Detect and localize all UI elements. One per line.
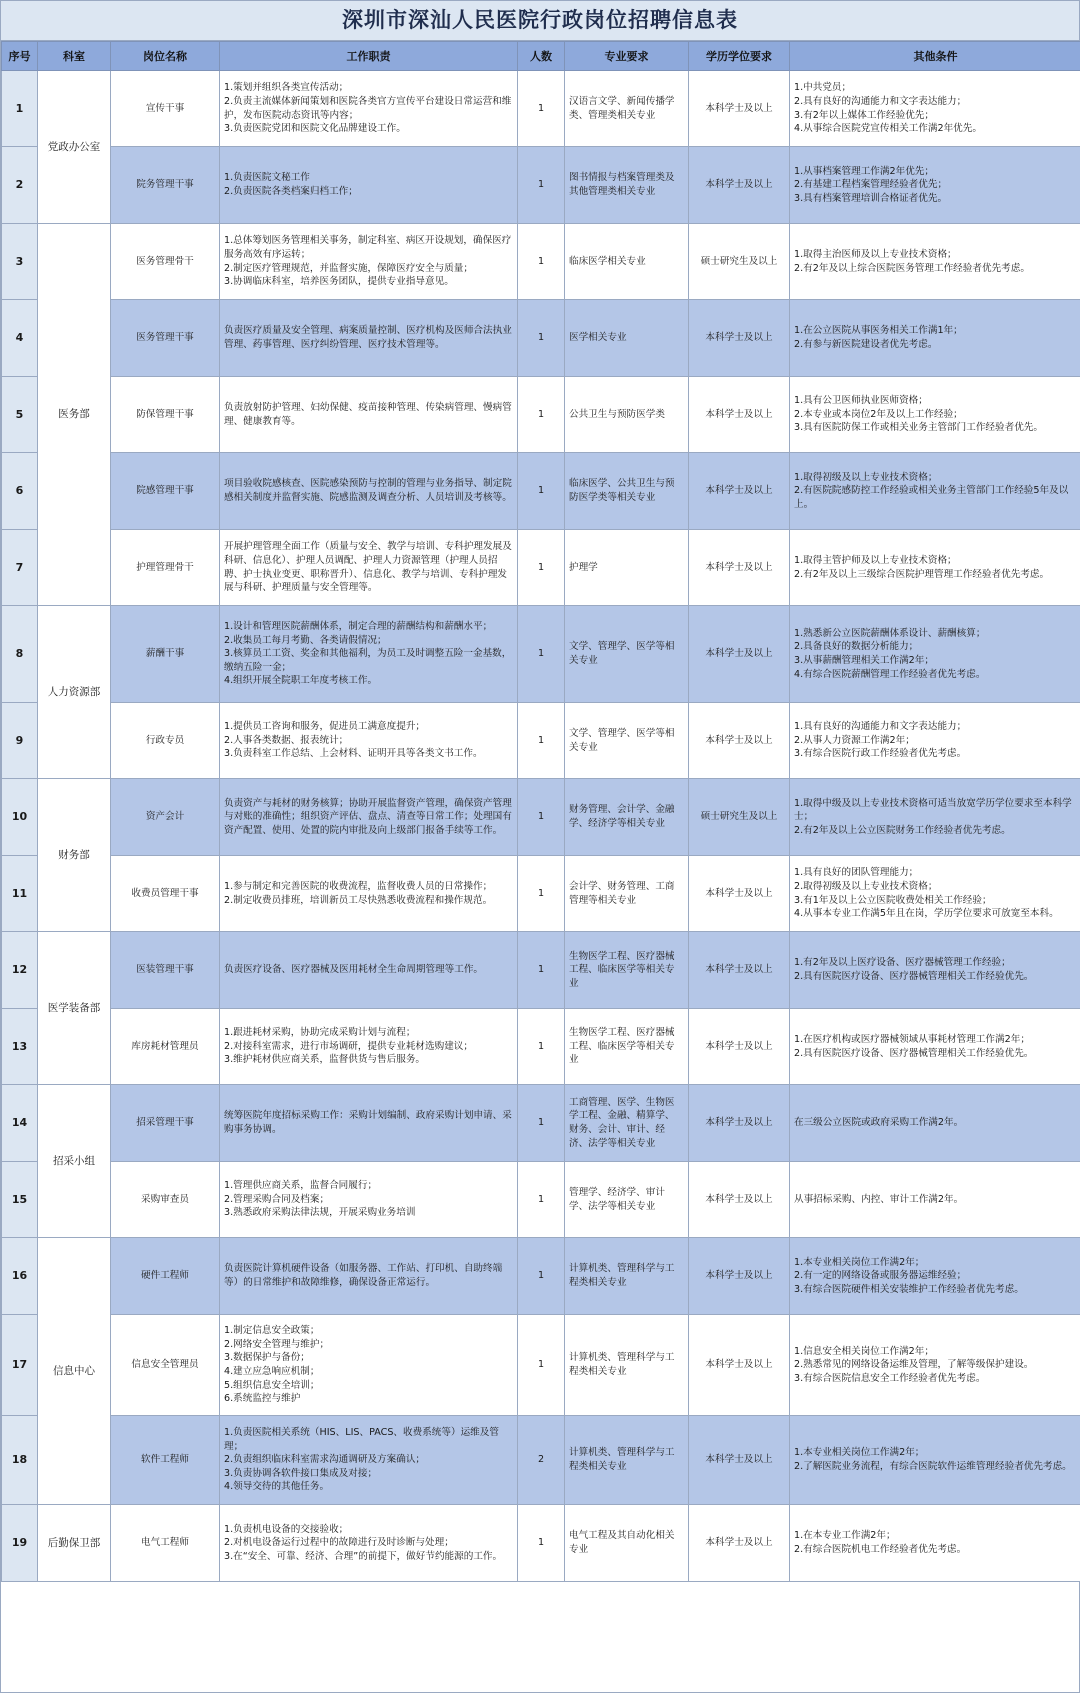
header-count: 人数 <box>518 42 565 71</box>
row-other: 1.中共党员； 2.具有良好的沟通能力和文字表达能力； 3.有2年以上媒体工作经验优先； 4.从事综合医院党宣传相关工作满2年优先。 <box>790 71 1080 147</box>
row-seq: 4 <box>2 300 38 377</box>
row-other: 1.取得主管护师及以上专业技术资格； 2.有2年及以上三级综合医院护理管理工作经验者优先考虑。 <box>790 530 1080 606</box>
row-degree: 本科学士及以上 <box>689 1238 790 1315</box>
row-degree: 硕士研究生及以上 <box>689 224 790 300</box>
header-major: 专业要求 <box>565 42 689 71</box>
table-row <box>2 1315 1080 1416</box>
table-body <box>2 71 1080 1582</box>
row-degree: 本科学士及以上 <box>689 71 790 147</box>
row-seq: 7 <box>2 530 38 606</box>
dept-name: 信息中心 <box>38 1238 111 1505</box>
row-major: 生物医学工程、医疗器械工程、临床医学等相关专业 <box>565 1009 689 1085</box>
row-duties: 1.设计和管理医院薪酬体系，制定合理的薪酬结构和薪酬水平； 2.收集员工每月考勤、各类请假情况； 3.核算员工工资、奖金和其他福利，为员工及时调整五险一金基数，缴纳五险一金； 4.组织开展全院职工年度考核工作。 <box>220 606 518 703</box>
table-row <box>2 1009 1080 1085</box>
table-row <box>2 1416 1080 1505</box>
row-seq: 17 <box>2 1315 38 1416</box>
row-seq: 2 <box>2 147 38 224</box>
row-other: 1.本专业相关岗位工作满2年； 2.有一定的网络设备或服务器运维经验； 3.有综合医院硬件相关安装维护工作经验者优先考虑。 <box>790 1238 1080 1315</box>
row-major: 图书情报与档案管理类及其他管理类相关专业 <box>565 147 689 224</box>
dept-name: 后勤保卫部 <box>38 1505 111 1582</box>
row-count: 1 <box>518 1085 565 1162</box>
row-duties: 项目验收院感核查、医院感染预防与控制的管理与业务指导、制定院感相关制度并监督实施、院感监测及调查分析、人员培训及考核等。 <box>220 453 518 530</box>
table-row <box>2 300 1080 377</box>
row-other: 1.熟悉新公立医院薪酬体系设计、薪酬核算； 2.具备良好的数据分析能力； 3.从事薪酬管理相关工作满2年； 4.有综合医院薪酬管理工作经验者优先考虑。 <box>790 606 1080 703</box>
row-major: 临床医学相关专业 <box>565 224 689 300</box>
row-degree: 本科学士及以上 <box>689 1416 790 1505</box>
row-seq: 9 <box>2 703 38 779</box>
table-row <box>2 932 1080 1009</box>
row-count: 1 <box>518 300 565 377</box>
row-major: 计算机类、管理科学与工程类相关专业 <box>565 1315 689 1416</box>
row-duties: 负责放射防护管理、妇幼保健、疫苗接种管理、传染病管理、慢病管理、健康教育等。 <box>220 377 518 453</box>
row-duties: 负责医疗设备、医疗器械及医用耗材全生命周期管理等工作。 <box>220 932 518 1009</box>
header-other: 其他条件 <box>790 42 1080 71</box>
row-other: 1.从事档案管理工作满2年优先； 2.有基建工程档案管理经验者优先； 3.具有档案管理培训合格证者优先。 <box>790 147 1080 224</box>
row-duties: 负责医疗质量及安全管理、病案质量控制、医疗机构及医师合法执业管理、药事管理、医疗纠纷管理、医疗技术管理等。 <box>220 300 518 377</box>
row-position: 院务管理干事 <box>111 147 220 224</box>
header-position: 岗位名称 <box>111 42 220 71</box>
row-other: 1.在医疗机构或医疗器械领域从事耗材管理工作满2年； 2.具有医院医疗设备、医疗器械管理相关工作经验优先。 <box>790 1009 1080 1085</box>
table-row <box>2 856 1080 932</box>
table-row <box>2 377 1080 453</box>
row-count: 1 <box>518 530 565 606</box>
row-major: 公共卫生与预防医学类 <box>565 377 689 453</box>
row-other: 1.本专业相关岗位工作满2年； 2.了解医院业务流程，有综合医院软件运维管理经验者优先考虑。 <box>790 1416 1080 1505</box>
recruitment-table <box>1 41 1080 1582</box>
row-degree: 本科学士及以上 <box>689 453 790 530</box>
header-seq: 序号 <box>2 42 38 71</box>
row-seq: 5 <box>2 377 38 453</box>
dept-name: 财务部 <box>38 779 111 932</box>
row-position: 软件工程师 <box>111 1416 220 1505</box>
table-row <box>2 1505 1080 1582</box>
table-row <box>2 1162 1080 1238</box>
row-position: 招采管理干事 <box>111 1085 220 1162</box>
row-position: 防保管理干事 <box>111 377 220 453</box>
row-count: 1 <box>518 147 565 224</box>
row-position: 资产会计 <box>111 779 220 856</box>
dept-name: 人力资源部 <box>38 606 111 779</box>
row-other: 1.在公立医院从事医务相关工作满1年； 2.有参与新医院建设者优先考虑。 <box>790 300 1080 377</box>
row-duties: 负责医院计算机硬件设备（如服务器、工作站、打印机、自助终端等）的日常维护和故障维修，确保设备正常运行。 <box>220 1238 518 1315</box>
row-duties: 1.跟进耗材采购，协助完成采购计划与流程； 2.对接科室需求，进行市场调研，提供专业耗材选购建议； 3.维护耗材供应商关系，监督供货与售后服务。 <box>220 1009 518 1085</box>
header-dept: 科室 <box>38 42 111 71</box>
row-other: 1.取得初级及以上专业技术资格； 2.有医院院感防控工作经验或相关业务主管部门工作经验5年及以上。 <box>790 453 1080 530</box>
row-count: 1 <box>518 1505 565 1582</box>
row-count: 1 <box>518 1315 565 1416</box>
row-major: 文学、管理学、医学等相关专业 <box>565 703 689 779</box>
row-seq: 12 <box>2 932 38 1009</box>
row-seq: 16 <box>2 1238 38 1315</box>
row-position: 采购审查员 <box>111 1162 220 1238</box>
row-duties: 开展护理管理全面工作（质量与安全、教学与培训、专科护理发展及科研、信息化）、护理人员调配、护理人力资源管理（护理人员招聘、护士执业变更、职称晋升）、信息化、教学与培训、专科护理发展与科研、护理质量与安全管理等。 <box>220 530 518 606</box>
table-row <box>2 606 1080 703</box>
row-seq: 19 <box>2 1505 38 1582</box>
row-count: 1 <box>518 703 565 779</box>
row-count: 1 <box>518 453 565 530</box>
row-count: 1 <box>518 224 565 300</box>
row-degree: 硕士研究生及以上 <box>689 779 790 856</box>
row-duties: 1.负责医院文秘工作 2.负责医院各类档案归档工作； <box>220 147 518 224</box>
table-row <box>2 147 1080 224</box>
row-major: 护理学 <box>565 530 689 606</box>
row-degree: 本科学士及以上 <box>689 1009 790 1085</box>
row-major: 医学相关专业 <box>565 300 689 377</box>
row-degree: 本科学士及以上 <box>689 932 790 1009</box>
row-duties: 1.提供员工咨询和服务，促进员工满意度提升； 2.人事各类数据、报表统计； 3.负责科室工作总结、上会材料、证明开具等各类文书工作。 <box>220 703 518 779</box>
row-duties: 统筹医院年度招标采购工作：采购计划编制、政府采购计划申请、采购事务协调。 <box>220 1085 518 1162</box>
table-row <box>2 779 1080 856</box>
row-count: 1 <box>518 606 565 703</box>
row-position: 电气工程师 <box>111 1505 220 1582</box>
row-major: 计算机类、管理科学与工程类相关专业 <box>565 1416 689 1505</box>
row-degree: 本科学士及以上 <box>689 1315 790 1416</box>
row-seq: 8 <box>2 606 38 703</box>
row-degree: 本科学士及以上 <box>689 856 790 932</box>
row-position: 硬件工程师 <box>111 1238 220 1315</box>
row-major: 计算机类、管理科学与工程类相关专业 <box>565 1238 689 1315</box>
row-other: 1.取得主治医师及以上专业技术资格； 2.有2年及以上综合医院医务管理工作经验者优先考虑。 <box>790 224 1080 300</box>
row-duties: 1.负责机电设备的交接验收； 2.对机电设备运行过程中的故障进行及时诊断与处理； 3.在“安全、可靠、经济、合理”的前提下，做好节约能源的工作。 <box>220 1505 518 1582</box>
row-count: 1 <box>518 1009 565 1085</box>
row-seq: 15 <box>2 1162 38 1238</box>
row-duties: 1.负责医院相关系统（HIS、LIS、PACS、收费系统等）运维及管理； 2.负责组织临床科室需求沟通调研及方案确认； 3.负责协调各软件接口集成及对接； 4.领导交待的其他任务。 <box>220 1416 518 1505</box>
row-seq: 1 <box>2 71 38 147</box>
row-seq: 10 <box>2 779 38 856</box>
row-other: 1.具有公卫医师执业医师资格； 2.本专业或本岗位2年及以上工作经验； 3.具有医院防保工作或相关业务主管部门工作经验者优先。 <box>790 377 1080 453</box>
row-degree: 本科学士及以上 <box>689 147 790 224</box>
row-degree: 本科学士及以上 <box>689 703 790 779</box>
row-position: 医务管理干事 <box>111 300 220 377</box>
row-other: 1.信息安全相关岗位工作满2年； 2.熟悉常见的网络设备运维及管理，了解等级保护建设。 3.有综合医院信息安全工作经验者优先考虑。 <box>790 1315 1080 1416</box>
table-row <box>2 71 1080 147</box>
row-seq: 18 <box>2 1416 38 1505</box>
row-major: 财务管理、会计学、金融学、经济学等相关专业 <box>565 779 689 856</box>
row-position: 库房耗材管理员 <box>111 1009 220 1085</box>
table-row <box>2 224 1080 300</box>
row-other: 在三级公立医院或政府采购工作满2年。 <box>790 1085 1080 1162</box>
row-degree: 本科学士及以上 <box>689 300 790 377</box>
row-count: 1 <box>518 932 565 1009</box>
row-major: 生物医学工程、医疗器械工程、临床医学等相关专业 <box>565 932 689 1009</box>
row-other: 1.具有良好的沟通能力和文字表达能力； 2.从事人力资源工作满2年； 3.有综合医院行政工作经验者优先考虑。 <box>790 703 1080 779</box>
row-major: 电气工程及其自动化相关专业 <box>565 1505 689 1582</box>
row-position: 信息安全管理员 <box>111 1315 220 1416</box>
table-row <box>2 1238 1080 1315</box>
row-position: 医务管理骨干 <box>111 224 220 300</box>
row-position: 行政专员 <box>111 703 220 779</box>
row-degree: 本科学士及以上 <box>689 1162 790 1238</box>
row-degree: 本科学士及以上 <box>689 530 790 606</box>
header-duties: 工作职责 <box>220 42 518 71</box>
row-position: 宣传干事 <box>111 71 220 147</box>
row-duties: 负责资产与耗材的财务核算；协助开展监督资产管理，确保资产管理与对账的准确性；组织资产评估、盘点、清查等日常工作；处理国有资产配置、使用、处置的院内审批及向上级部门报备手续等工作。 <box>220 779 518 856</box>
row-position: 收费员管理干事 <box>111 856 220 932</box>
dept-name: 医学装备部 <box>38 932 111 1085</box>
row-seq: 3 <box>2 224 38 300</box>
row-duties: 1.制定信息安全政策； 2.网络安全管理与维护； 3.数据保护与备份； 4.建立应急响应机制； 5.组织信息安全培训； 6.系统监控与维护 <box>220 1315 518 1416</box>
row-degree: 本科学士及以上 <box>689 606 790 703</box>
dept-name: 医务部 <box>38 224 111 606</box>
row-major: 临床医学、公共卫生与预防医学类等相关专业 <box>565 453 689 530</box>
dept-name: 党政办公室 <box>38 71 111 224</box>
row-count: 1 <box>518 779 565 856</box>
row-duties: 1.参与制定和完善医院的收费流程，监督收费人员的日常操作； 2.制定收费员排班，培训新员工尽快熟悉收费流程和操作规范。 <box>220 856 518 932</box>
row-major: 会计学、财务管理、工商管理等相关专业 <box>565 856 689 932</box>
row-count: 1 <box>518 1162 565 1238</box>
row-degree: 本科学士及以上 <box>689 1085 790 1162</box>
row-duties: 1.管理供应商关系，监督合同履行； 2.管理采购合同及档案； 3.熟悉政府采购法律法规，开展采购业务培训 <box>220 1162 518 1238</box>
row-major: 汉语言文学、新闻传播学类、管理类相关专业 <box>565 71 689 147</box>
row-other: 从事招标采购、内控、审计工作满2年。 <box>790 1162 1080 1238</box>
dept-name: 招采小组 <box>38 1085 111 1238</box>
page-title: 深圳市深汕人民医院行政岗位招聘信息表 <box>1 1 1079 41</box>
row-major: 文学、管理学、医学等相关专业 <box>565 606 689 703</box>
row-count: 1 <box>518 377 565 453</box>
row-count: 1 <box>518 856 565 932</box>
row-seq: 13 <box>2 1009 38 1085</box>
row-position: 院感管理干事 <box>111 453 220 530</box>
row-duties: 1.策划并组织各类宣传活动； 2.负责主流媒体新闻策划和医院各类官方宣传平台建设日常运营和维护，发布医院动态资讯等内容； 3.负责医院党团和医院文化品牌建设工作。 <box>220 71 518 147</box>
row-other: 1.取得中级及以上专业技术资格可适当放宽学历学位要求至本科学士； 2.有2年及以上公立医院财务工作经验者优先考虑。 <box>790 779 1080 856</box>
row-major: 工商管理、医学、生物医学工程、金融、精算学、财务、会计、审计、经济、法学等相关专业 <box>565 1085 689 1162</box>
row-major: 管理学、经济学、审计学、法学等相关专业 <box>565 1162 689 1238</box>
row-count: 1 <box>518 71 565 147</box>
row-count: 2 <box>518 1416 565 1505</box>
row-seq: 11 <box>2 856 38 932</box>
row-other: 1.具有良好的团队管理能力； 2.取得初级及以上专业技术资格； 3.有1年及以上公立医院收费处相关工作经验； 4.从事本专业工作满5年且在岗，学历学位要求可放宽至本科。 <box>790 856 1080 932</box>
row-other: 1.在本专业工作满2年； 2.有综合医院机电工作经验者优先考虑。 <box>790 1505 1080 1582</box>
row-seq: 14 <box>2 1085 38 1162</box>
header-degree: 学历学位要求 <box>689 42 790 71</box>
row-count: 1 <box>518 1238 565 1315</box>
row-position: 医装管理干事 <box>111 932 220 1009</box>
row-other: 1.有2年及以上医疗设备、医疗器械管理工作经验； 2.具有医院医疗设备、医疗器械管理相关工作经验优先。 <box>790 932 1080 1009</box>
table-header-row <box>2 42 1080 71</box>
table-row <box>2 453 1080 530</box>
row-duties: 1.总体筹划医务管理相关事务，制定科室、病区开设规划，确保医疗服务高效有序运转； 2.制定医疗管理规范，并监督实施，保障医疗安全与质量； 3.协调临床科室，培养医务团队，提供专业指导意见。 <box>220 224 518 300</box>
row-seq: 6 <box>2 453 38 530</box>
row-position: 薪酬干事 <box>111 606 220 703</box>
table-row <box>2 530 1080 606</box>
table-row <box>2 703 1080 779</box>
row-position: 护理管理骨干 <box>111 530 220 606</box>
table-row <box>2 1085 1080 1162</box>
row-degree: 本科学士及以上 <box>689 1505 790 1582</box>
row-degree: 本科学士及以上 <box>689 377 790 453</box>
